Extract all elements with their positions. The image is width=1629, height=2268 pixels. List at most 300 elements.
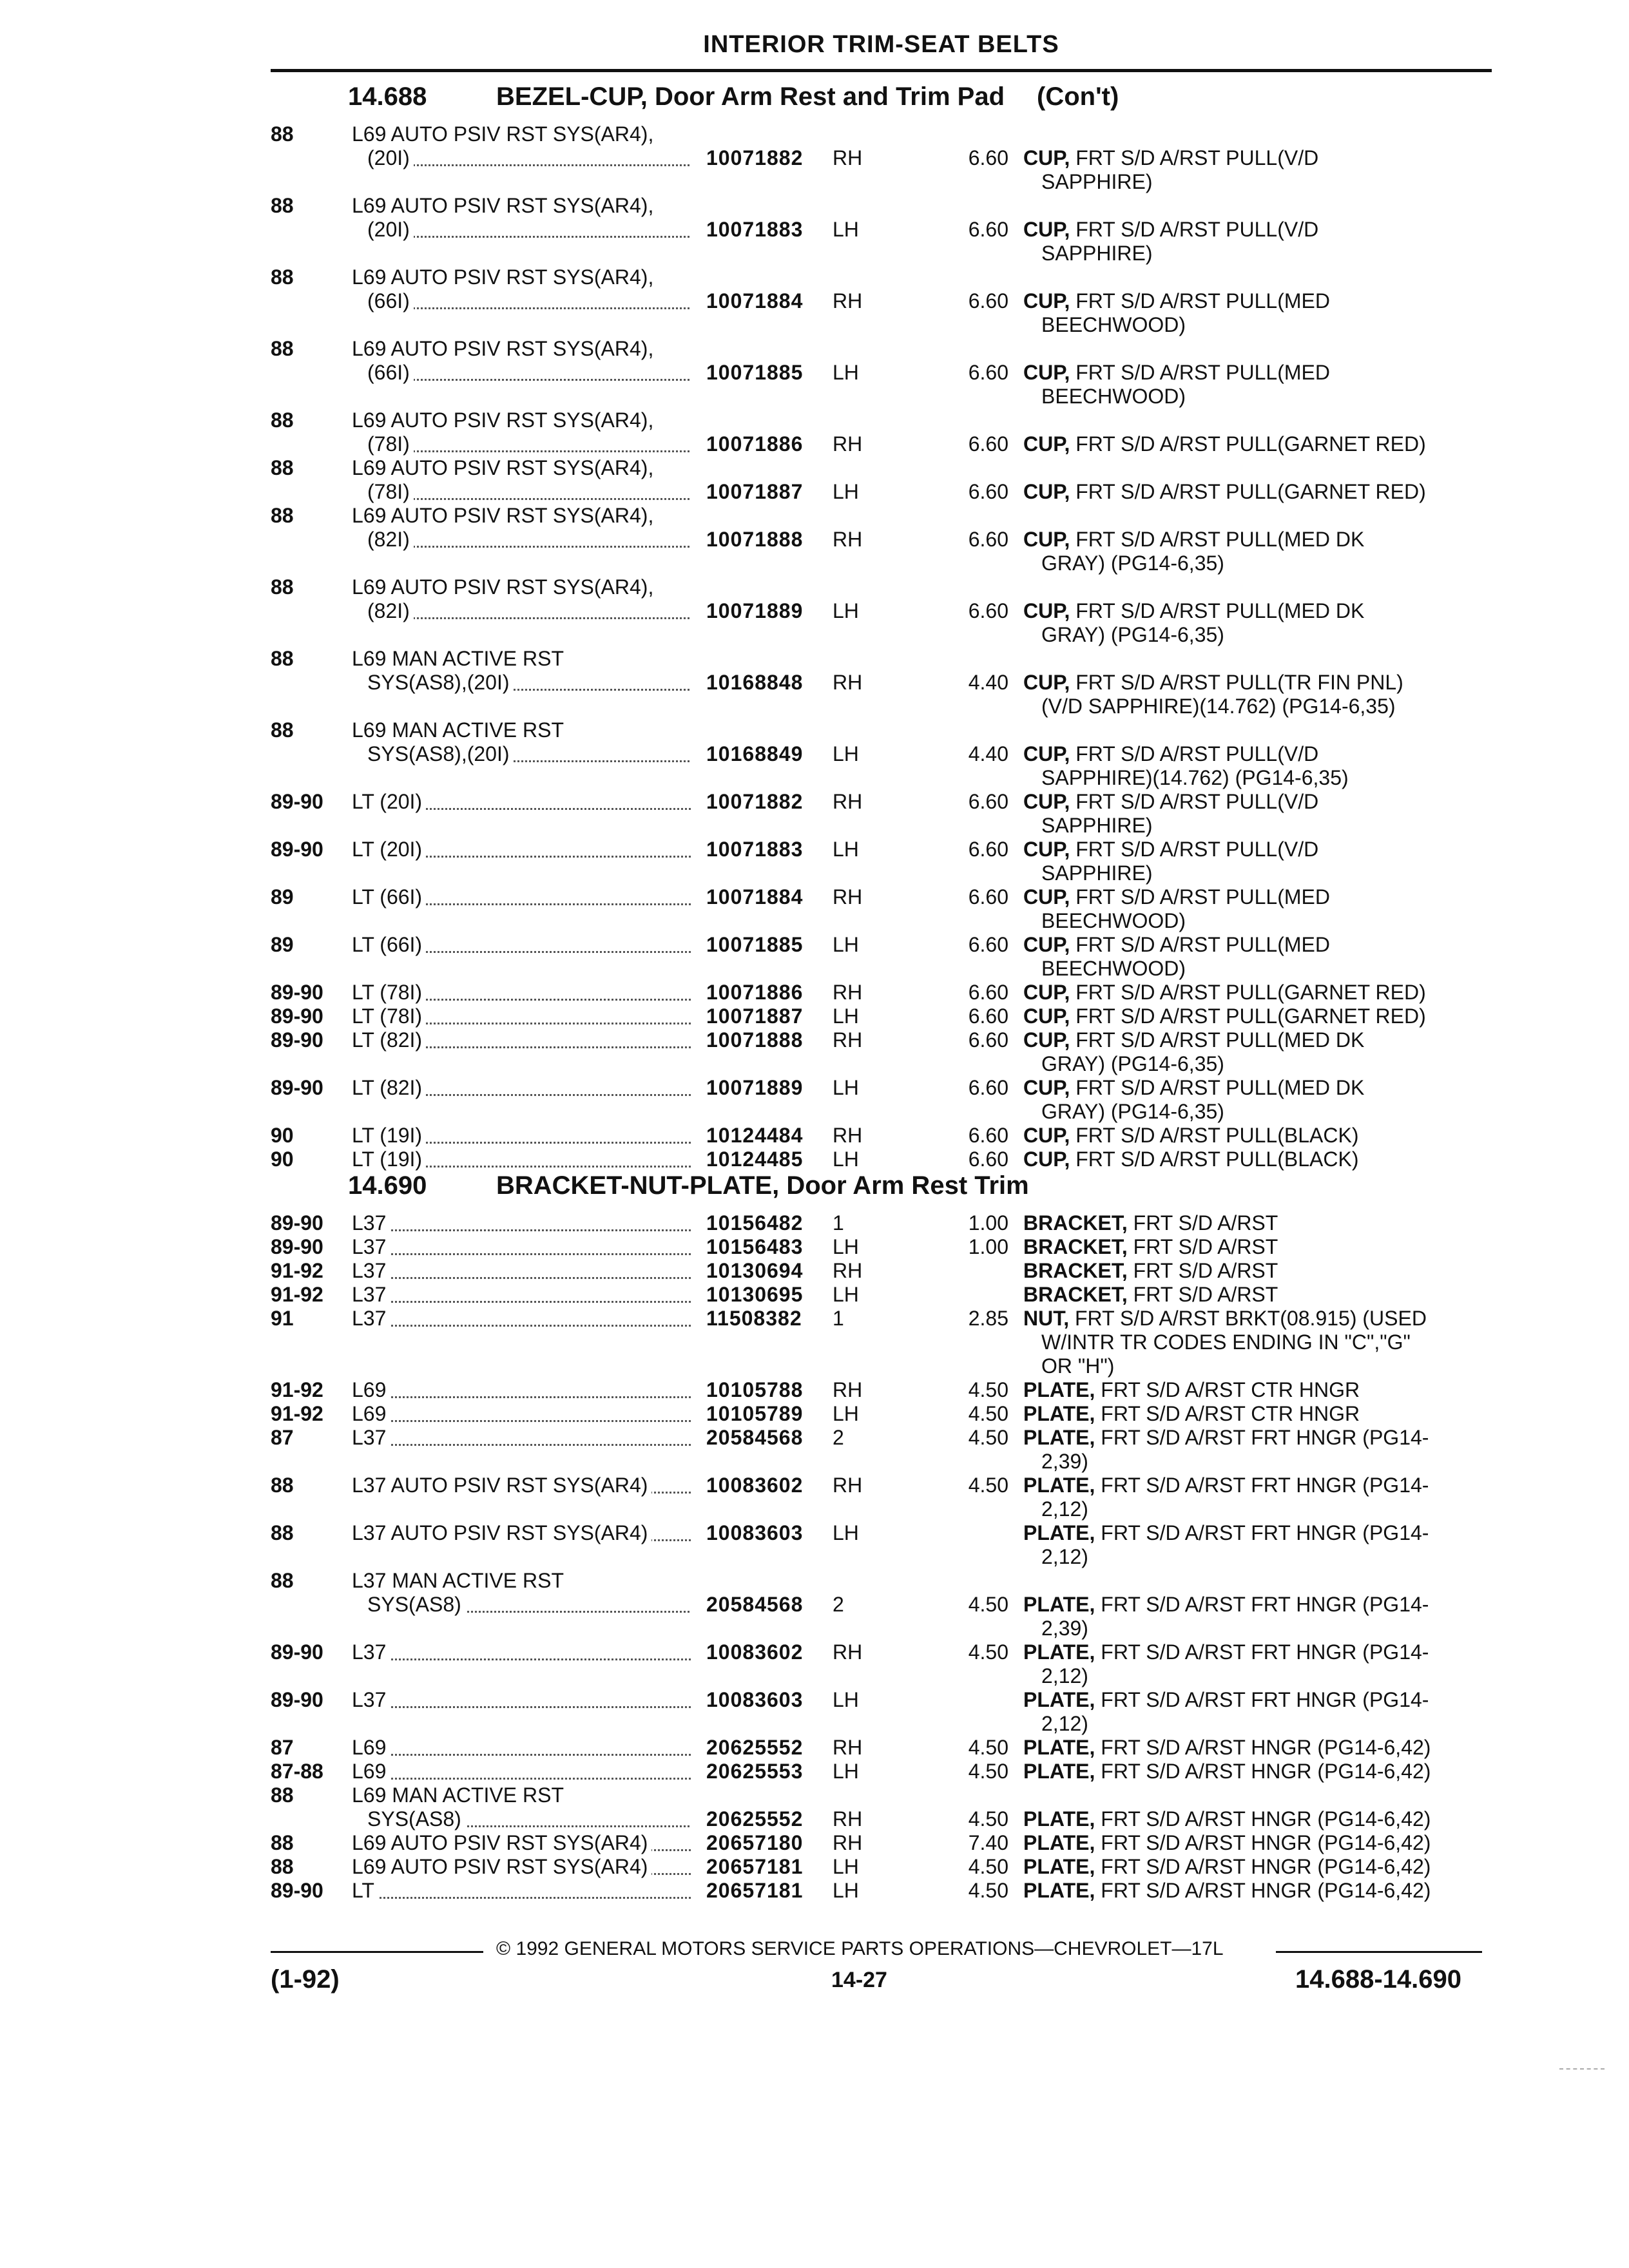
- part-name-text: SAPPHIRE): [1041, 242, 1153, 265]
- part-name-text: FRT S/D A/RST PULL(V/D: [1075, 838, 1319, 861]
- application-description: [352, 1879, 691, 1903]
- model-year: 88: [271, 1855, 294, 1878]
- model-year: 90: [271, 1124, 294, 1147]
- part-number: 10071889: [706, 599, 804, 622]
- model-year: 88: [271, 1474, 294, 1497]
- part-name-line: [1023, 1879, 1497, 1903]
- part-name: [1023, 1593, 1497, 1640]
- part-name-line: [1023, 480, 1497, 504]
- part-name: [1023, 1760, 1497, 1783]
- part-name: [1023, 1736, 1497, 1760]
- application-text: L69 AUTO PSIV RST SYS(AR4),: [352, 337, 657, 360]
- application-description: [352, 1283, 691, 1307]
- model-year: 88: [271, 194, 294, 217]
- part-name-line: [1023, 1736, 1497, 1760]
- part-noun: PLATE,: [1023, 1426, 1095, 1449]
- model-year: 89-90: [271, 981, 323, 1004]
- application-description: [367, 742, 689, 766]
- part-name-text: FRT S/D A/RST PULL(MED: [1075, 289, 1330, 312]
- part-name-line: [1023, 289, 1497, 313]
- part-name-line: [1023, 1640, 1497, 1664]
- part-noun: PLATE,: [1023, 1474, 1095, 1497]
- application-text: (78I): [367, 480, 414, 503]
- application-description: [352, 1760, 691, 1783]
- application-description: [352, 885, 691, 909]
- application-text: LT (19I): [352, 1124, 426, 1147]
- part-name-text: BEECHWOOD): [1041, 909, 1186, 932]
- application-description: [352, 1124, 691, 1148]
- application-description: [352, 838, 691, 861]
- quantity: RH: [833, 1124, 863, 1147]
- part-name-line: [1023, 552, 1497, 575]
- part-noun: CUP,: [1023, 480, 1070, 503]
- application-text: L37 AUTO PSIV RST SYS(AR4): [352, 1521, 651, 1544]
- application-description: [352, 1426, 691, 1450]
- part-name-line: [1023, 1259, 1497, 1283]
- part-name: [1023, 480, 1497, 504]
- part-number: 20657181: [706, 1855, 804, 1878]
- application-text: SYS(AS8): [367, 1807, 465, 1831]
- price: 4.50: [968, 1402, 1008, 1425]
- part-noun: NUT,: [1023, 1307, 1070, 1330]
- part-name-text: W/INTR TR CODES ENDING IN "C","G": [1041, 1331, 1411, 1354]
- part-name: [1023, 528, 1497, 575]
- part-name-line: [1023, 1378, 1497, 1402]
- part-name-line: [1023, 1124, 1497, 1148]
- leader-dots: [367, 498, 689, 500]
- model-year: 88: [271, 1521, 294, 1544]
- quantity: LH: [833, 1004, 859, 1028]
- application-description: [352, 1378, 691, 1402]
- model-year: 87: [271, 1426, 294, 1449]
- part-name-text: OR "H"): [1041, 1354, 1115, 1378]
- section-heading: [348, 1171, 1029, 1200]
- application-text: SYS(AS8),(20I): [367, 671, 514, 694]
- part-noun: CUP,: [1023, 361, 1070, 384]
- part-name-text: BEECHWOOD): [1041, 957, 1186, 980]
- page-header: [271, 26, 1492, 72]
- part-name-text: FRT S/D A/RST PULL(MED DK: [1075, 1028, 1365, 1052]
- part-name-line: [1023, 1426, 1497, 1450]
- price: 4.50: [968, 1760, 1008, 1783]
- part-noun: PLATE,: [1023, 1640, 1095, 1664]
- section-title: BEZEL-CUP, Door Arm Rest and Trim Pad: [496, 82, 1005, 111]
- part-noun: PLATE,: [1023, 1378, 1095, 1401]
- application-description: [352, 1076, 691, 1100]
- application-text: LT (66I): [352, 885, 426, 908]
- part-number: 10083602: [706, 1640, 804, 1664]
- quantity: RH: [833, 1807, 863, 1831]
- quantity: LH: [833, 1855, 859, 1878]
- model-year: 88: [271, 122, 294, 146]
- part-name: [1023, 742, 1497, 790]
- part-number: 11508382: [706, 1307, 802, 1330]
- application-description: [352, 790, 691, 814]
- part-name: [1023, 1028, 1497, 1076]
- application-description: [352, 1148, 691, 1171]
- part-name-line: [1023, 1004, 1497, 1028]
- application-text: L37: [352, 1259, 390, 1282]
- part-name-text: FRT S/D A/RST HNGR (PG14-6,42): [1101, 1831, 1431, 1854]
- price: 6.60: [968, 1076, 1008, 1099]
- part-number: 10124484: [706, 1124, 804, 1147]
- part-name-line: [1023, 528, 1497, 552]
- model-year: 88: [271, 647, 294, 670]
- price: 6.60: [968, 933, 1008, 956]
- part-number: 10083602: [706, 1474, 804, 1497]
- leader-dots: [352, 1229, 691, 1231]
- quantity: RH: [833, 1640, 863, 1664]
- application-text: L37: [352, 1283, 390, 1306]
- part-name-line: [1023, 1688, 1497, 1712]
- part-name-text: FRT S/D A/RST PULL(MED: [1075, 885, 1330, 908]
- part-number: 10071888: [706, 1028, 804, 1052]
- part-name-text: SAPPHIRE)(14.762) (PG14-6,35): [1041, 766, 1349, 789]
- model-year: 91-92: [271, 1259, 323, 1282]
- part-name-line: [1023, 432, 1497, 456]
- model-year: 91-92: [271, 1402, 323, 1425]
- part-name-text: FRT S/D A/RST PULL(V/D: [1075, 146, 1319, 169]
- model-year: 87-88: [271, 1760, 323, 1783]
- model-year: 89-90: [271, 1879, 323, 1902]
- part-noun: CUP,: [1023, 1004, 1070, 1028]
- part-name: [1023, 1076, 1497, 1124]
- part-name-text: FRT S/D A/RST PULL(GARNET RED): [1075, 480, 1426, 503]
- price: 6.60: [968, 361, 1008, 384]
- model-year: 91: [271, 1307, 294, 1330]
- part-noun: CUP,: [1023, 1148, 1070, 1171]
- part-name-text: 2,12): [1041, 1497, 1088, 1521]
- leader-dots: [352, 1658, 691, 1660]
- part-noun: CUP,: [1023, 1028, 1070, 1052]
- quantity: LH: [833, 1148, 859, 1171]
- price: 2.85: [968, 1307, 1008, 1330]
- part-number: 10130694: [706, 1259, 804, 1282]
- application-description: [367, 1593, 689, 1617]
- part-name-line: [1023, 1235, 1497, 1259]
- quantity: 1: [833, 1307, 844, 1330]
- part-number: 10071886: [706, 432, 804, 456]
- application-text: L69 AUTO PSIV RST SYS(AR4): [352, 1831, 651, 1854]
- part-name-text: FRT S/D A/RST CTR HNGR: [1101, 1402, 1360, 1425]
- quantity: RH: [833, 885, 863, 908]
- price: 4.50: [968, 1593, 1008, 1616]
- application-description: [352, 1028, 691, 1052]
- part-name: [1023, 671, 1497, 718]
- section-number: 14.690: [348, 1171, 427, 1200]
- price: 4.50: [968, 1736, 1008, 1759]
- part-name-text: FRT S/D A/RST PULL(BLACK): [1075, 1148, 1359, 1171]
- part-number: 20625553: [706, 1760, 804, 1783]
- application-text: (66I): [367, 289, 414, 312]
- application-text: (82I): [367, 599, 414, 622]
- part-name-text: FRT S/D A/RST: [1133, 1235, 1278, 1258]
- part-name-line: [1023, 957, 1497, 981]
- part-noun: BRACKET,: [1023, 1235, 1128, 1258]
- footer-section-range: 14.688-14.690: [1295, 1965, 1462, 1994]
- application-description: [352, 1004, 691, 1028]
- application-text: L69 MAN ACTIVE RST: [352, 718, 568, 742]
- part-name-text: FRT S/D A/RST PULL(MED DK: [1075, 599, 1365, 622]
- price: 7.40: [968, 1831, 1008, 1854]
- part-name-text: 2,39): [1041, 1617, 1088, 1640]
- leader-dots: [367, 617, 689, 619]
- model-year: 90: [271, 1148, 294, 1171]
- application-description: [367, 361, 689, 385]
- application-text: L37: [352, 1211, 390, 1235]
- leader-dots: [352, 1325, 691, 1327]
- application-text: L69 AUTO PSIV RST SYS(AR4),: [352, 575, 657, 599]
- part-name-line: [1023, 146, 1497, 170]
- model-year: 89-90: [271, 1640, 323, 1664]
- part-name: [1023, 1004, 1497, 1028]
- part-name-line: [1023, 790, 1497, 814]
- application-text: L37: [352, 1688, 390, 1711]
- part-name-line: [1023, 1028, 1497, 1052]
- part-name: [1023, 1474, 1497, 1521]
- part-name-line: [1023, 766, 1497, 790]
- part-name-line: [1023, 671, 1497, 695]
- part-name-line: [1023, 313, 1497, 337]
- part-name-line: [1023, 1712, 1497, 1736]
- price: 1.00: [968, 1211, 1008, 1235]
- quantity: LH: [833, 1688, 859, 1711]
- part-name-line: [1023, 695, 1497, 718]
- price: 6.60: [968, 1004, 1008, 1028]
- part-name-text: FRT S/D A/RST PULL(GARNET RED): [1075, 1004, 1426, 1028]
- quantity: 1: [833, 1211, 844, 1235]
- part-name-text: SAPPHIRE): [1041, 861, 1153, 885]
- application-description: [367, 289, 689, 313]
- application-text: L37: [352, 1307, 390, 1330]
- quantity: LH: [833, 361, 859, 384]
- application-text: L37 AUTO PSIV RST SYS(AR4): [352, 1474, 651, 1497]
- price: 6.60: [968, 599, 1008, 622]
- part-noun: PLATE,: [1023, 1688, 1095, 1711]
- part-noun: CUP,: [1023, 742, 1070, 765]
- part-number: 10071886: [706, 981, 804, 1004]
- part-number: 10071883: [706, 838, 804, 861]
- part-noun: CUP,: [1023, 885, 1070, 908]
- part-name-line: [1023, 361, 1497, 385]
- price: 6.60: [968, 1028, 1008, 1052]
- model-year: 89-90: [271, 1004, 323, 1028]
- part-name-line: [1023, 599, 1497, 623]
- price: 4.50: [968, 1807, 1008, 1831]
- application-description: [352, 337, 951, 361]
- leader-dots: [352, 1253, 691, 1255]
- part-noun: CUP,: [1023, 599, 1070, 622]
- part-name-text: FRT S/D A/RST HNGR (PG14-6,42): [1101, 1807, 1431, 1831]
- part-noun: CUP,: [1023, 289, 1070, 312]
- part-name-text: SAPPHIRE): [1041, 814, 1153, 837]
- application-text: (66I): [367, 361, 414, 384]
- price: 6.60: [968, 218, 1008, 241]
- part-name: [1023, 1879, 1497, 1903]
- part-name-text: 2,12): [1041, 1545, 1088, 1568]
- application-text: SYS(AS8),(20I): [367, 742, 514, 765]
- quantity: LH: [833, 480, 859, 503]
- application-text: LT (20I): [352, 790, 426, 813]
- part-noun: PLATE,: [1023, 1402, 1095, 1425]
- price: 6.60: [968, 838, 1008, 861]
- part-number: 10071883: [706, 218, 804, 241]
- application-text: (78I): [367, 432, 414, 456]
- part-name: [1023, 1688, 1497, 1736]
- application-description: [352, 1640, 691, 1664]
- part-name-line: [1023, 1307, 1497, 1331]
- application-text: LT (82I): [352, 1028, 426, 1052]
- part-number: 10083603: [706, 1688, 804, 1711]
- model-year: 88: [271, 265, 294, 289]
- part-name-text: BEECHWOOD): [1041, 313, 1186, 336]
- application-text: LT (66I): [352, 933, 426, 956]
- part-name: [1023, 1640, 1497, 1688]
- application-text: (82I): [367, 528, 414, 551]
- application-text: L69: [352, 1736, 390, 1759]
- leader-dots: [367, 379, 689, 381]
- section-title: BRACKET-NUT-PLATE, Door Arm Rest Trim: [496, 1171, 1029, 1200]
- application-text: L69 AUTO PSIV RST SYS(AR4),: [352, 122, 657, 146]
- part-name-line: [1023, 218, 1497, 242]
- quantity: 2: [833, 1426, 844, 1449]
- part-number: 10105789: [706, 1402, 804, 1425]
- part-noun: BRACKET,: [1023, 1283, 1128, 1306]
- part-name: [1023, 218, 1497, 265]
- part-name-line: [1023, 1593, 1497, 1617]
- application-description: [352, 456, 951, 480]
- part-name-line: [1023, 1831, 1497, 1855]
- part-name-text: FRT S/D A/RST PULL(MED: [1075, 361, 1330, 384]
- application-description: [352, 1259, 691, 1283]
- model-year: 89-90: [271, 838, 323, 861]
- application-text: LT (78I): [352, 1004, 426, 1028]
- price: 6.60: [968, 146, 1008, 169]
- price: 4.40: [968, 671, 1008, 694]
- price: 6.60: [968, 432, 1008, 456]
- part-noun: PLATE,: [1023, 1593, 1095, 1616]
- leader-dots: [352, 1396, 691, 1398]
- part-number: 10083603: [706, 1521, 804, 1544]
- part-name-line: [1023, 1450, 1497, 1474]
- part-name-line: [1023, 1855, 1497, 1879]
- part-noun: CUP,: [1023, 981, 1070, 1004]
- price: 6.60: [968, 790, 1008, 813]
- application-text: L69: [352, 1378, 390, 1401]
- leader-dots: [352, 1277, 691, 1279]
- application-text: LT (82I): [352, 1076, 426, 1099]
- application-text: L69 AUTO PSIV RST SYS(AR4),: [352, 504, 657, 527]
- part-name-text: 2,12): [1041, 1664, 1088, 1687]
- part-name-line: [1023, 1402, 1497, 1426]
- leader-dots: [367, 450, 689, 452]
- price: 4.50: [968, 1426, 1008, 1449]
- part-noun: PLATE,: [1023, 1760, 1095, 1783]
- part-number: 20657181: [706, 1879, 804, 1902]
- application-description: [352, 1235, 691, 1259]
- price: 4.50: [968, 1855, 1008, 1878]
- model-year: 88: [271, 1831, 294, 1854]
- part-name-line: [1023, 1807, 1497, 1831]
- model-year: 89-90: [271, 790, 323, 813]
- part-name-text: FRT S/D A/RST FRT HNGR (PG14-: [1101, 1521, 1429, 1544]
- part-name-text: FRT S/D A/RST PULL(TR FIN PNL): [1075, 671, 1403, 694]
- part-name: [1023, 838, 1497, 885]
- part-name-text: (V/D SAPPHIRE)(14.762) (PG14-6,35): [1041, 695, 1396, 718]
- model-year: 89-90: [271, 1076, 323, 1099]
- part-name: [1023, 1148, 1497, 1171]
- application-description: [352, 1783, 951, 1807]
- quantity: RH: [833, 528, 863, 551]
- part-name-text: FRT S/D A/RST PULL(GARNET RED): [1075, 432, 1426, 456]
- part-name-line: [1023, 1617, 1497, 1640]
- part-name-line: [1023, 838, 1497, 861]
- quantity: LH: [833, 933, 859, 956]
- application-text: (20I): [367, 218, 414, 241]
- part-noun: PLATE,: [1023, 1879, 1095, 1902]
- section-continued: (Con't): [1037, 82, 1119, 111]
- application-text: L69 AUTO PSIV RST SYS(AR4): [352, 1855, 651, 1878]
- section-heading: [348, 82, 1119, 111]
- application-description: [352, 1688, 691, 1712]
- model-year: 89-90: [271, 1235, 323, 1258]
- part-name: [1023, 933, 1497, 981]
- model-year: 88: [271, 1569, 294, 1592]
- application-description: [352, 1521, 691, 1545]
- quantity: RH: [833, 1028, 863, 1052]
- leader-dots: [352, 1754, 691, 1756]
- part-number: 20625552: [706, 1736, 804, 1759]
- application-text: L69 AUTO PSIV RST SYS(AR4),: [352, 265, 657, 289]
- leader-dots: [352, 1706, 691, 1708]
- part-name-line: [1023, 623, 1497, 647]
- part-name-line: [1023, 242, 1497, 265]
- part-name: [1023, 146, 1497, 194]
- part-number: 20625552: [706, 1807, 804, 1831]
- model-year: 88: [271, 456, 294, 479]
- part-name-text: FRT S/D A/RST FRT HNGR (PG14-: [1101, 1593, 1429, 1616]
- part-name-text: FRT S/D A/RST FRT HNGR (PG14-: [1101, 1474, 1429, 1497]
- quantity: RH: [833, 432, 863, 456]
- price: 6.60: [968, 981, 1008, 1004]
- model-year: 88: [271, 1783, 294, 1807]
- part-name-text: FRT S/D A/RST CTR HNGR: [1101, 1378, 1360, 1401]
- part-name-text: FRT S/D A/RST PULL(MED: [1075, 933, 1330, 956]
- price: 6.60: [968, 1124, 1008, 1147]
- model-year: 88: [271, 504, 294, 527]
- part-noun: PLATE,: [1023, 1855, 1095, 1878]
- application-text: LT (20I): [352, 838, 426, 861]
- part-number: 10168849: [706, 742, 804, 765]
- part-noun: CUP,: [1023, 528, 1070, 551]
- application-description: [367, 480, 689, 504]
- model-year: 91-92: [271, 1283, 323, 1306]
- part-number: 10071885: [706, 361, 804, 384]
- part-noun: CUP,: [1023, 671, 1070, 694]
- part-number: 10124485: [706, 1148, 804, 1171]
- quantity: RH: [833, 981, 863, 1004]
- application-text: (20I): [367, 146, 414, 169]
- part-name-text: FRT S/D A/RST PULL(BLACK): [1075, 1124, 1359, 1147]
- part-number: 10071882: [706, 146, 804, 169]
- price: 6.60: [968, 1148, 1008, 1171]
- part-name-text: GRAY) (PG14-6,35): [1041, 1100, 1224, 1123]
- application-description: [352, 1855, 691, 1879]
- part-name-text: FRT S/D A/RST PULL(GARNET RED): [1075, 981, 1426, 1004]
- application-text: L37: [352, 1426, 390, 1449]
- part-noun: BRACKET,: [1023, 1211, 1128, 1235]
- part-name-line: [1023, 170, 1497, 194]
